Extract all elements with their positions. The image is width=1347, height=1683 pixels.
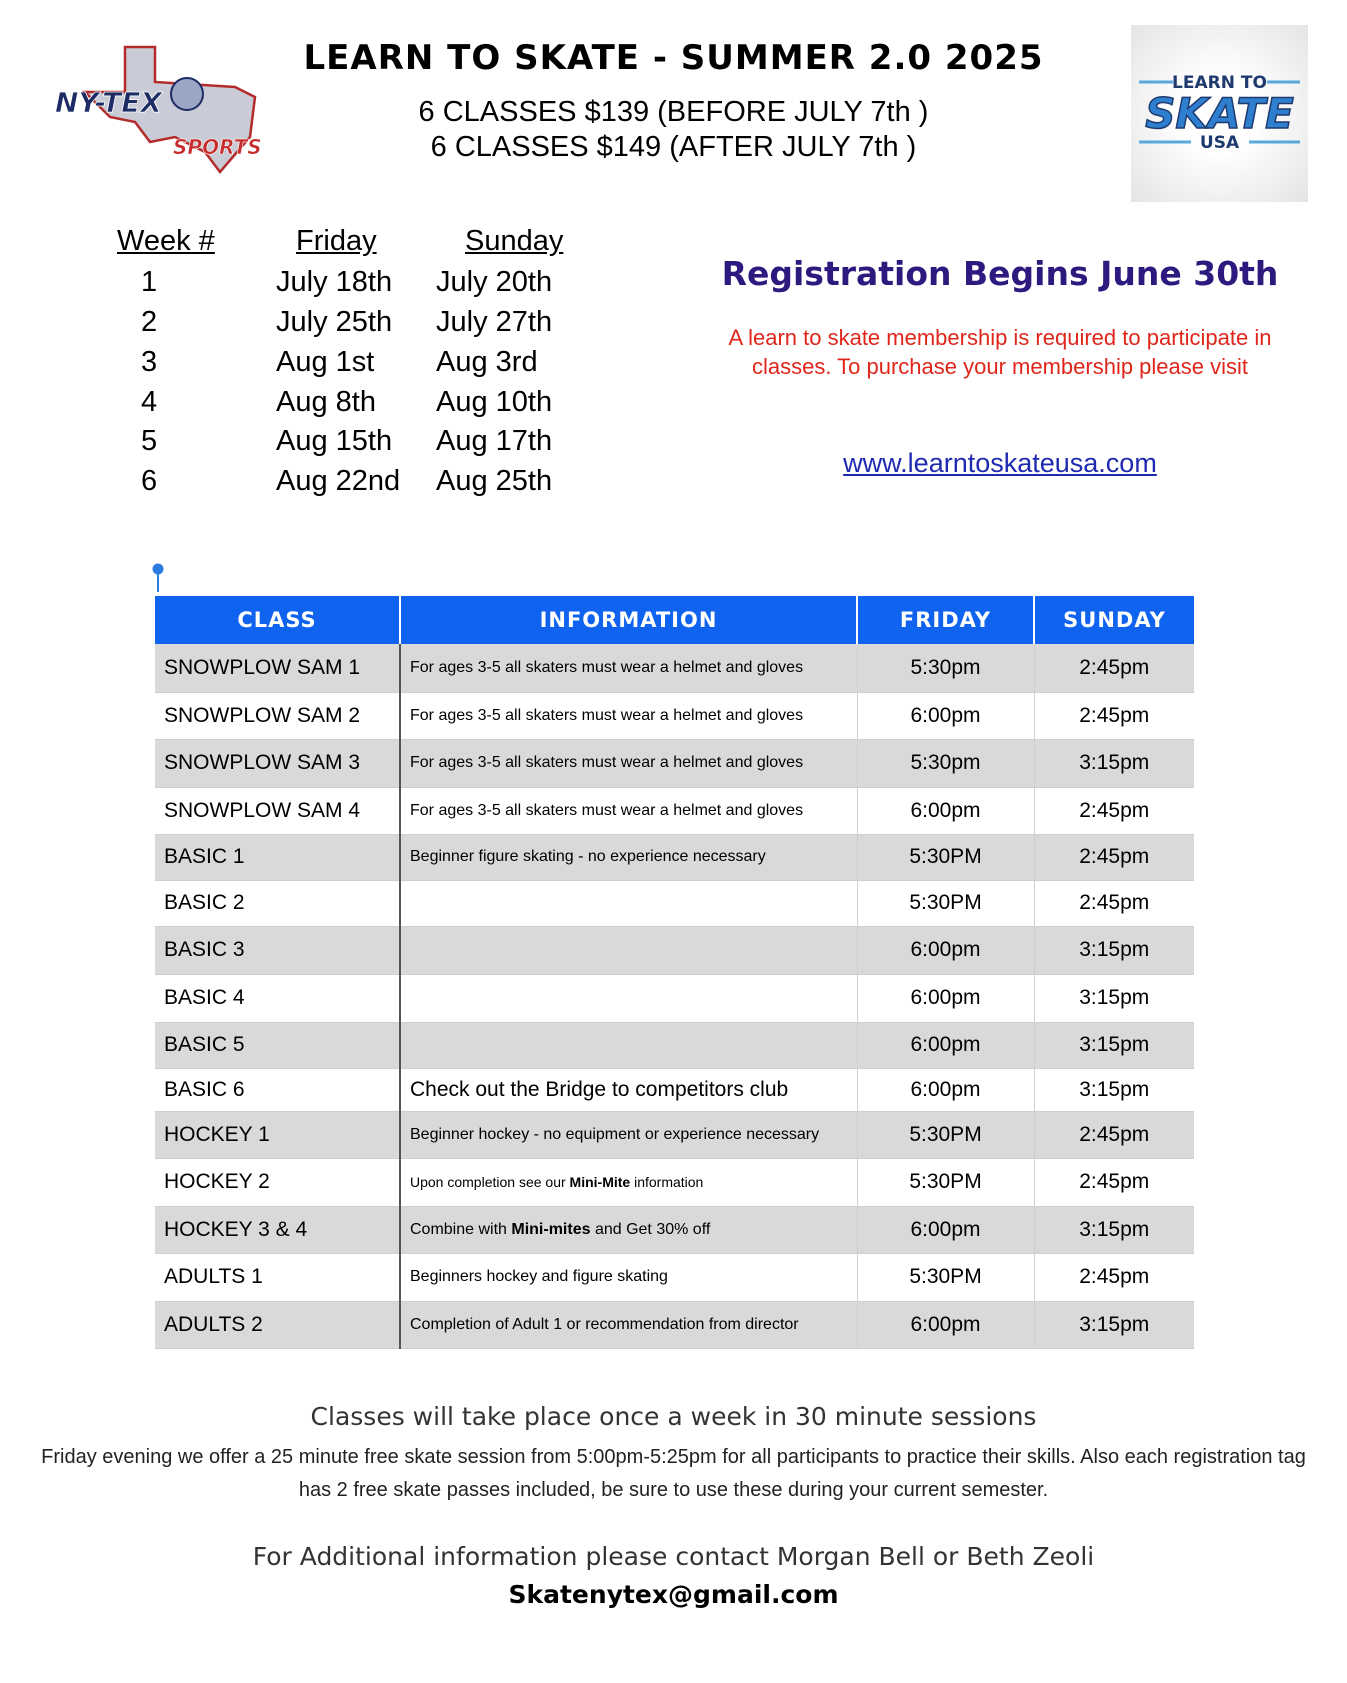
class-name: BASIC 6 (155, 1068, 400, 1111)
sunday-time: 2:45pm (1034, 1111, 1194, 1158)
information-column-header: INFORMATION (400, 596, 857, 644)
class-name: SNOWPLOW SAM 2 (155, 692, 400, 739)
friday-time: 6:00pm (857, 926, 1034, 974)
friday-time: 5:30PM (857, 834, 1034, 880)
week-number: 3 (141, 346, 158, 378)
class-name: BASIC 4 (155, 974, 400, 1022)
class-info: For ages 3-5 all skaters must wear a helmet and gloves (400, 692, 857, 739)
friday-time: 6:00pm (857, 1068, 1034, 1111)
sunday-time: 2:45pm (1034, 787, 1194, 834)
anchor-pin-icon (151, 562, 165, 592)
class-info: For ages 3-5 all skaters must wear a helmet and gloves (400, 644, 857, 692)
table-row (155, 1253, 1194, 1301)
week-sunday-date: July 20th (436, 266, 553, 298)
membership-link[interactable]: www.learntoskateusa.com (843, 448, 1157, 478)
class-info: Beginners hockey and figure skating (400, 1253, 857, 1301)
info-text: and Get 30% off (590, 1220, 711, 1238)
class-name: HOCKEY 2 (155, 1158, 400, 1206)
friday-time: 6:00pm (857, 1206, 1034, 1253)
sunday-time: 2:45pm (1034, 834, 1194, 880)
table-row (155, 787, 1194, 834)
sunday-time: 2:45pm (1034, 1158, 1194, 1206)
friday-time: 5:30PM (857, 880, 1034, 926)
info-bold-text: Mini-Mite (569, 1174, 631, 1190)
week-header: Week # (117, 225, 215, 257)
friday-time: 5:30PM (857, 1253, 1034, 1301)
week-sunday-date: Aug 17th (436, 425, 553, 457)
sunday-time: 3:15pm (1034, 739, 1194, 787)
friday-time: 6:00pm (857, 692, 1034, 739)
class-info (400, 926, 857, 974)
sports-logo-text: SPORTS (173, 135, 262, 159)
class-info: For ages 3-5 all skaters must wear a helmet and gloves (400, 787, 857, 834)
friday-time: 6:00pm (857, 974, 1034, 1022)
class-name: BASIC 3 (155, 926, 400, 974)
week-number: 5 (141, 425, 158, 457)
week-number: 4 (141, 386, 158, 418)
week-friday-date: Aug 22nd (276, 465, 401, 497)
nytex-logo-text: NY-TEX (55, 86, 162, 119)
lts-logo-line2: SKATE (1145, 89, 1294, 138)
table-row (155, 1068, 1194, 1111)
sunday-time: 3:15pm (1034, 974, 1194, 1022)
class-name: ADULTS 2 (155, 1301, 400, 1348)
week-friday-date: Aug 15th (276, 425, 393, 457)
class-name: SNOWPLOW SAM 1 (155, 644, 400, 692)
class-name: HOCKEY 3 & 4 (155, 1206, 400, 1253)
friday-header: Friday (296, 225, 377, 257)
sunday-time: 3:15pm (1034, 1301, 1194, 1348)
table-row (155, 834, 1194, 880)
sunday-time: 2:45pm (1034, 1253, 1194, 1301)
class-name: SNOWPLOW SAM 4 (155, 787, 400, 834)
class-info (400, 1206, 857, 1253)
sunday-time: 2:45pm (1034, 644, 1194, 692)
contact-note: For Additional information please contact Morgan Bell or Beth Zeoli (252, 1542, 1095, 1571)
sessions-note: Classes will take place once a week in 30 minute sessions (310, 1402, 1037, 1431)
class-info (400, 880, 857, 926)
membership-note: A learn to skate membership is required to participate in classes. To purchase your membership please visit (728, 325, 1272, 379)
week-number: 2 (141, 306, 158, 338)
class-info (400, 974, 857, 1022)
classes-table (155, 596, 1194, 1349)
class-info: For ages 3-5 all skaters must wear a helmet and gloves (400, 739, 857, 787)
learn-to-skate-usa-logo (1131, 25, 1308, 202)
friday-time: 5:30PM (857, 1111, 1034, 1158)
week-number: 6 (141, 465, 158, 497)
class-info: Check out the Bridge to competitors club (400, 1068, 857, 1111)
week-sunday-date: Aug 3rd (436, 346, 538, 378)
sunday-time: 3:15pm (1034, 1068, 1194, 1111)
week-sunday-date: July 27th (436, 306, 553, 338)
table-header-row (155, 596, 1194, 644)
table-row (155, 1206, 1194, 1253)
class-name: BASIC 2 (155, 880, 400, 926)
class-info: Completion of Adult 1 or recommendation from director (400, 1301, 857, 1348)
info-text: information (630, 1174, 704, 1190)
week-number: 1 (141, 266, 158, 298)
class-info: Beginner hockey - no equipment or experience necessary (400, 1111, 857, 1158)
week-friday-date: July 18th (276, 266, 393, 298)
table-row (155, 1022, 1194, 1068)
table-row (155, 926, 1194, 974)
table-row (155, 880, 1194, 926)
info-text: Upon completion see our (410, 1174, 570, 1190)
class-name: HOCKEY 1 (155, 1111, 400, 1158)
friday-time: 5:30pm (857, 739, 1034, 787)
friday-time: 6:00pm (857, 1022, 1034, 1068)
class-name: ADULTS 1 (155, 1253, 400, 1301)
table-row (155, 1111, 1194, 1158)
sunday-time: 2:45pm (1034, 880, 1194, 926)
week-sunday-date: Aug 10th (436, 386, 553, 418)
class-name: SNOWPLOW SAM 3 (155, 739, 400, 787)
price-early: 6 CLASSES $139 (BEFORE JULY 7th ) (418, 96, 929, 128)
lts-logo-line3: USA (1199, 133, 1240, 153)
sunday-time: 3:15pm (1034, 1022, 1194, 1068)
sunday-column-header: SUNDAY (1034, 596, 1194, 644)
class-info (400, 1158, 857, 1206)
price-late: 6 CLASSES $149 (AFTER JULY 7th ) (430, 131, 917, 163)
class-name: BASIC 5 (155, 1022, 400, 1068)
week-friday-date: July 25th (276, 306, 393, 338)
class-column-header: CLASS (155, 596, 400, 644)
friday-time: 5:30pm (857, 644, 1034, 692)
table-row (155, 1158, 1194, 1206)
page-title: LEARN TO SKATE - SUMMER 2.0 2025 (303, 38, 1044, 78)
table-row (155, 692, 1194, 739)
info-bold-text: Mini-mites (511, 1220, 591, 1238)
week-sunday-date: Aug 25th (436, 465, 553, 497)
sunday-time: 3:15pm (1034, 1206, 1194, 1253)
friday-time: 6:00pm (857, 787, 1034, 834)
sunday-header: Sunday (465, 225, 564, 257)
table-row (155, 974, 1194, 1022)
free-skate-note: Friday evening we offer a 25 minute free skate session from 5:00pm-5:25pm for all participants to practice their skills. Also each registration tag has 2 free skate passes included, be sure to use these during your current semester. (41, 1446, 1306, 1501)
sunday-time: 3:15pm (1034, 926, 1194, 974)
registration-title: Registration Begins June 30th (721, 254, 1279, 293)
friday-time: 5:30PM (857, 1158, 1034, 1206)
class-info (400, 1022, 857, 1068)
contact-email[interactable]: Skatenytex@gmail.com (508, 1580, 839, 1609)
friday-column-header: FRIDAY (857, 596, 1034, 644)
class-name: BASIC 1 (155, 834, 400, 880)
week-friday-date: Aug 1st (276, 346, 375, 378)
week-friday-date: Aug 8th (276, 386, 376, 418)
friday-time: 6:00pm (857, 1301, 1034, 1348)
table-row (155, 1301, 1194, 1348)
lts-logo-line1: LEARN TO (1172, 73, 1267, 93)
table-row (155, 644, 1194, 692)
table-row (155, 739, 1194, 787)
class-info: Beginner figure skating - no experience necessary (400, 834, 857, 880)
sunday-time: 2:45pm (1034, 692, 1194, 739)
info-text: Combine with (410, 1220, 512, 1238)
